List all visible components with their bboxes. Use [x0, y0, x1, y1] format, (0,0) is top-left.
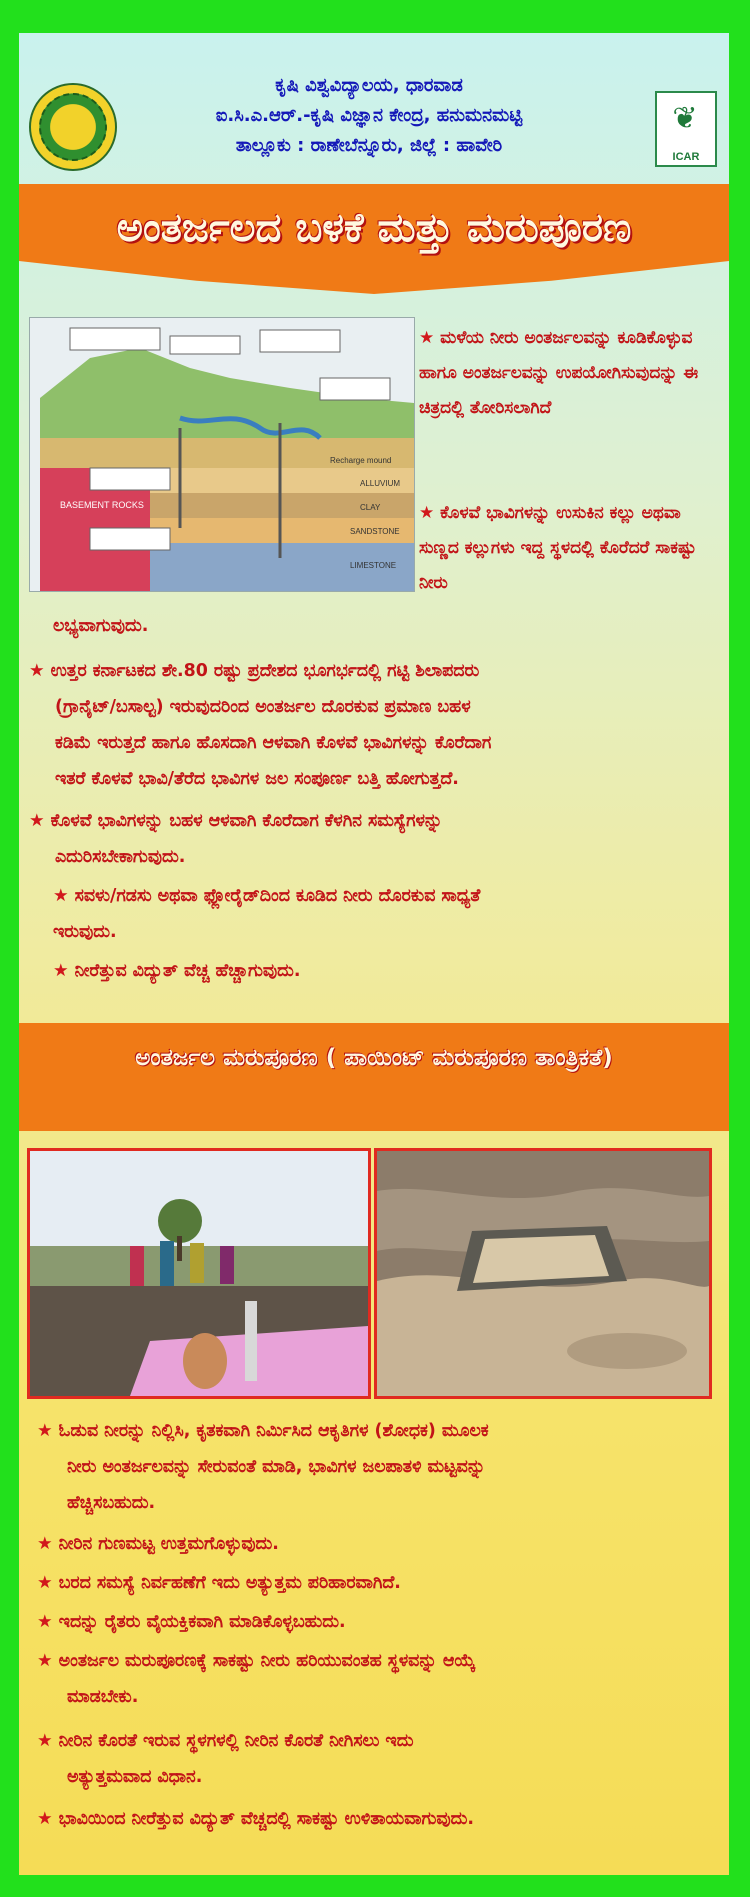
header	[19, 53, 729, 183]
top-bullet-2: ★ ಕೊಳವೆ ಭಾವಿಗಳನ್ನು ಉಸುಕಿನ ಕಲ್ಲು ಅಥವಾ ಸುಣ್ಣದ ಕಲ್ಲುಗಳು ಇದ್ದ ಸ್ಥಳದಲ್ಲಿ ಕೊರೆದರೆ ಸಾಕಷ್ಟು ನೀರು	[419, 503, 697, 593]
icar-logo	[655, 91, 717, 167]
bottom-bullet-4: ★ ಇದನ್ನು ರೈತರು ವೈಯಕ್ತಿಕವಾಗಿ ಮಾಡಿಕೊಳ್ಳಬಹುದು.	[37, 1612, 346, 1632]
university-seal-logo	[29, 83, 117, 171]
continuation-text: ಲಭ್ಯವಾಗುವುದು.	[53, 616, 149, 636]
groundwater-diagram	[29, 317, 415, 592]
photo-recharge-structure	[374, 1148, 712, 1399]
header-line-university: ಕೃಷಿ ವಿಶ್ವವಿದ್ಯಾಲಯ, ಧಾರವಾಡ	[275, 75, 463, 96]
second-title-band	[19, 1023, 729, 1131]
photo-field-work	[27, 1148, 371, 1399]
paragraph-2: ★ ಕೊಳವೆ ಭಾವಿಗಳನ್ನು ಬಹಳ ಆಳವಾಗಿ ಕೊರೆದಾಗ ಕೆಳಗಿನ ಸಮಸ್ಯೆಗಳನ್ನು ಎದುರಿಸಬೇಕಾಗುವುದು.	[29, 811, 443, 867]
label-basement: BASEMENT ROCKS	[60, 500, 144, 510]
wheat-icon: ❦	[672, 101, 698, 136]
label-sandstone: SANDSTONE	[350, 527, 400, 536]
bottom-bullet-2: ★ ನೀರಿನ ಗುಣಮಟ್ಟ ಉತ್ತಮಗೊಳ್ಳುವುದು.	[37, 1534, 279, 1554]
header-line-kvk: ಐ.ಸಿ.ಎ.ಆರ್.-ಕೃಷಿ ವಿಜ್ಞಾನ ಕೇಂದ್ರ, ಹನುಮನಮಟ್ಟಿ	[215, 105, 523, 126]
bottom-bullet-7: ★ ಭಾವಿಯಿಂದ ನೀರೆತ್ತುವ ವಿದ್ಯುತ್ ವೆಚ್ಚದಲ್ಲಿ ಸಾಕಷ್ಟು ಉಳಿತಾಯವಾಗುವುದು.	[37, 1809, 474, 1829]
second-title: ಅಂತರ್ಜಲ ಮರುಪೂರಣ ( ಪಾಯಿಂಟ್ ಮರುಪೂರಣ ತಾಂತ್ರಿಕತೆ)	[135, 1045, 613, 1071]
sub-bullet-2: ★ ನೀರೆತ್ತುವ ವಿದ್ಯುತ್ ವೆಚ್ಚ ಹೆಚ್ಚಾಗುವುದು.	[53, 961, 301, 981]
header-line-location: ತಾಲ್ಲೂಕು : ರಾಣೇಬೆನ್ನೂರು, ಜಿಲ್ಲೆ : ಹಾವೇರಿ	[235, 135, 503, 156]
sub-bullet-1: ★ ಸವಳು/ಗಡಸು ಅಥವಾ ಫ್ಲೋರೈಡ್‌ದಿಂದ ಕೂಡಿದ ನೀರು ದೊರಕುವ ಸಾಧ್ಯತೆ ಇರುವುದು.	[53, 886, 481, 942]
label-recharge: Recharge mound	[330, 456, 392, 465]
label-alluvium: ALLUVIUM	[360, 479, 401, 488]
label-limestone: LIMESTONE	[350, 561, 397, 570]
bottom-bullet-6: ★ ನೀರಿನ ಕೊರತೆ ಇರುವ ಸ್ಥಳಗಳಲ್ಲಿ ನೀರಿನ ಕೊರತೆ ನೀಗಿಸಲು ಇದು ಅತ್ಯುತ್ತಮವಾದ ವಿಧಾನ.	[37, 1731, 414, 1787]
label-clay: CLAY	[360, 503, 381, 512]
top-bullet-1: ★ ಮಳೆಯ ನೀರು ಅಂತರ್ಜಲವನ್ನು ಕೂಡಿಕೊಳ್ಳುವ ಹಾಗೂ ಅಂತರ್ಜಲವನ್ನು ಉಪಯೋಗಿಸುವುದನ್ನು ಈ ಚಿತ್ರದಲ್ಲಿ ತೋರಿಸಲಾಗಿದೆ	[419, 328, 699, 418]
poster	[19, 33, 729, 1875]
bottom-bullet-1: ★ ಓಡುವ ನೀರನ್ನು ನಿಲ್ಲಿಸಿ, ಕೃತಕವಾಗಿ ನಿರ್ಮಿಸಿದ ಆಕೃತಿಗಳ (ಶೋಧಕ) ಮೂಲಕ ನೀರು ಅಂತರ್ಜಲವನ್ನು ಸೇರುವಂತೆ ಮಾಡಿ, ಭಾವಿಗಳ ಜಲಪಾತಳಿ ಮಟ್ಟವನ್ನು ಹೆಚ್ಚಿಸಬಹುದು.	[37, 1421, 489, 1513]
icar-logo-text: ICAR	[672, 151, 700, 163]
bottom-bullet-3: ★ ಬರದ ಸಮಸ್ಯೆ ನಿರ್ವಹಣೆಗೆ ಇದು ಅತ್ಯುತ್ತಮ ಪರಿಹಾರವಾಗಿದೆ.	[37, 1573, 401, 1593]
paragraph-1: ★ ಉತ್ತರ ಕರ್ನಾಟಕದ ಶೇ.80 ರಷ್ಟು ಪ್ರದೇಶದ ಭೂಗರ್ಭದಲ್ಲಿ ಗಟ್ಟಿ ಶಿಲಾಪದರು (ಗ್ರಾನೈಟ್/ಬಸಾಲ್ಟ) ಇರುವುದರಿಂದ ಅಂತರ್ಜಲ ದೊರಕುವ ಪ್ರಮಾಣ ಬಹಳ ಕಡಿಮೆ ಇರುತ್ತದೆ ಹಾಗೂ ಹೊಸದಾಗಿ ಆಳವಾಗಿ ಕೊಳವೆ ಭಾವಿಗಳನ್ನು ಕೊರೆದಾಗ ಇತರೆ ಕೊಳವೆ ಭಾವಿ/ತೆರೆದ ಭಾವಿಗಳ ಜಲ ಸಂಪೂರ್ಣ ಬತ್ತಿ ಹೋಗುತ್ತದೆ.	[29, 661, 492, 789]
main-title: ಅಂತರ್ಜಲದ ಬಳಕೆ ಮತ್ತು ಮರುಪೂರಣ	[116, 205, 632, 251]
bottom-bullet-5: ★ ಅಂತರ್ಜಲ ಮರುಪೂರಣಕ್ಕೆ ಸಾಕಷ್ಟು ನೀರು ಹರಿಯುವಂತಹ ಸ್ಥಳವನ್ನು ಆಯ್ಕೆ ಮಾಡಬೇಕು.	[37, 1651, 476, 1707]
